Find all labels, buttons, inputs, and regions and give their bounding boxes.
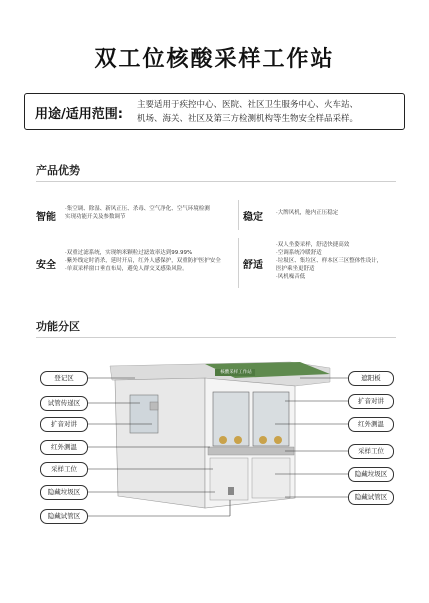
zone-label-right: 隐藏试管区 bbox=[348, 490, 394, 505]
advantage-line: ·双人坐姿采样，舒适快捷高效 bbox=[276, 242, 350, 248]
zone-label-left: 扩音对讲 bbox=[40, 417, 88, 432]
advantage-line: ·集空调、除湿、新风正压、杀毒、空气净化、空气环境检测 bbox=[65, 206, 210, 212]
side-window bbox=[130, 395, 158, 433]
zone-label-left: 隐藏垃圾区 bbox=[40, 485, 88, 500]
glove-port-icon bbox=[234, 436, 242, 444]
usage-label: 用途/适用范围: bbox=[35, 107, 123, 122]
zone-label-right: 红外测温 bbox=[348, 417, 394, 432]
advantage-name-stable: 稳定 bbox=[243, 212, 263, 223]
advantage-line: ·垃圾区、集垃区、样本区三区整体性设计， bbox=[276, 258, 383, 264]
zone-label-left: 试管传递区 bbox=[40, 396, 88, 411]
advantage-line: ·紫外线定时消杀，延时开启，红外人感保护，双重防护医护安全 bbox=[65, 258, 221, 264]
cabin-sign: 核酸采样工作站 bbox=[220, 370, 252, 375]
glove-port-icon bbox=[259, 436, 267, 444]
zone-label-right: 隐藏垃圾区 bbox=[348, 467, 394, 482]
page-title: 双工位核酸采样工作站 bbox=[94, 47, 335, 72]
cabin-side-panel bbox=[115, 378, 205, 508]
zone-label-left: 采样工位 bbox=[40, 462, 88, 477]
advantage-line: ·大牌风机，舱内正压稳定 bbox=[276, 210, 339, 216]
sampling-counter bbox=[208, 447, 294, 455]
cabinet-handle bbox=[228, 487, 234, 495]
zone-label-left: 隐藏试管区 bbox=[40, 509, 88, 524]
advantage-line: ·双重过滤系统，实现纳米颗粒过滤效率达到99.99% bbox=[65, 250, 193, 256]
usage-line: 机场、海关、社区及第三方检测机构等生物安全样品采样。 bbox=[137, 114, 359, 124]
advantage-line: 医护乘坐更舒适 bbox=[276, 266, 315, 272]
glove-port-icon bbox=[274, 436, 282, 444]
advantage-name-safe: 安全 bbox=[36, 260, 56, 271]
usage-line: 主要适用于疾控中心、医院、社区卫生服务中心、火车站、 bbox=[137, 100, 359, 110]
tube-pass-box bbox=[150, 402, 158, 410]
zones-heading: 功能分区 bbox=[36, 320, 80, 333]
zone-label-right: 采样工位 bbox=[348, 444, 394, 459]
front-window-left bbox=[213, 392, 249, 446]
advantage-line: ·风机噪音低 bbox=[276, 274, 306, 280]
glove-port-icon bbox=[219, 436, 227, 444]
advantages-heading: 产品优势 bbox=[36, 164, 80, 177]
advantage-name-smart: 智能 bbox=[36, 212, 56, 223]
zone-label-left: 登记区 bbox=[40, 371, 88, 386]
zone-label-right: 扩音对讲 bbox=[348, 394, 394, 409]
advantage-name-comfort: 舒适 bbox=[243, 260, 263, 271]
advantage-line: 实现功能开关及参数调节 bbox=[65, 214, 126, 220]
tube-cabinet bbox=[252, 458, 290, 498]
advantage-line: ·空调系统冷暖舒适 bbox=[276, 250, 322, 256]
zone-label-right: 遮阳板 bbox=[348, 371, 394, 386]
advantage-line: ·单双采样窗口垂直布局，避免人群交叉感染风险。 bbox=[65, 266, 188, 272]
zone-label-left: 红外测温 bbox=[40, 440, 88, 455]
front-window-right bbox=[253, 392, 289, 446]
